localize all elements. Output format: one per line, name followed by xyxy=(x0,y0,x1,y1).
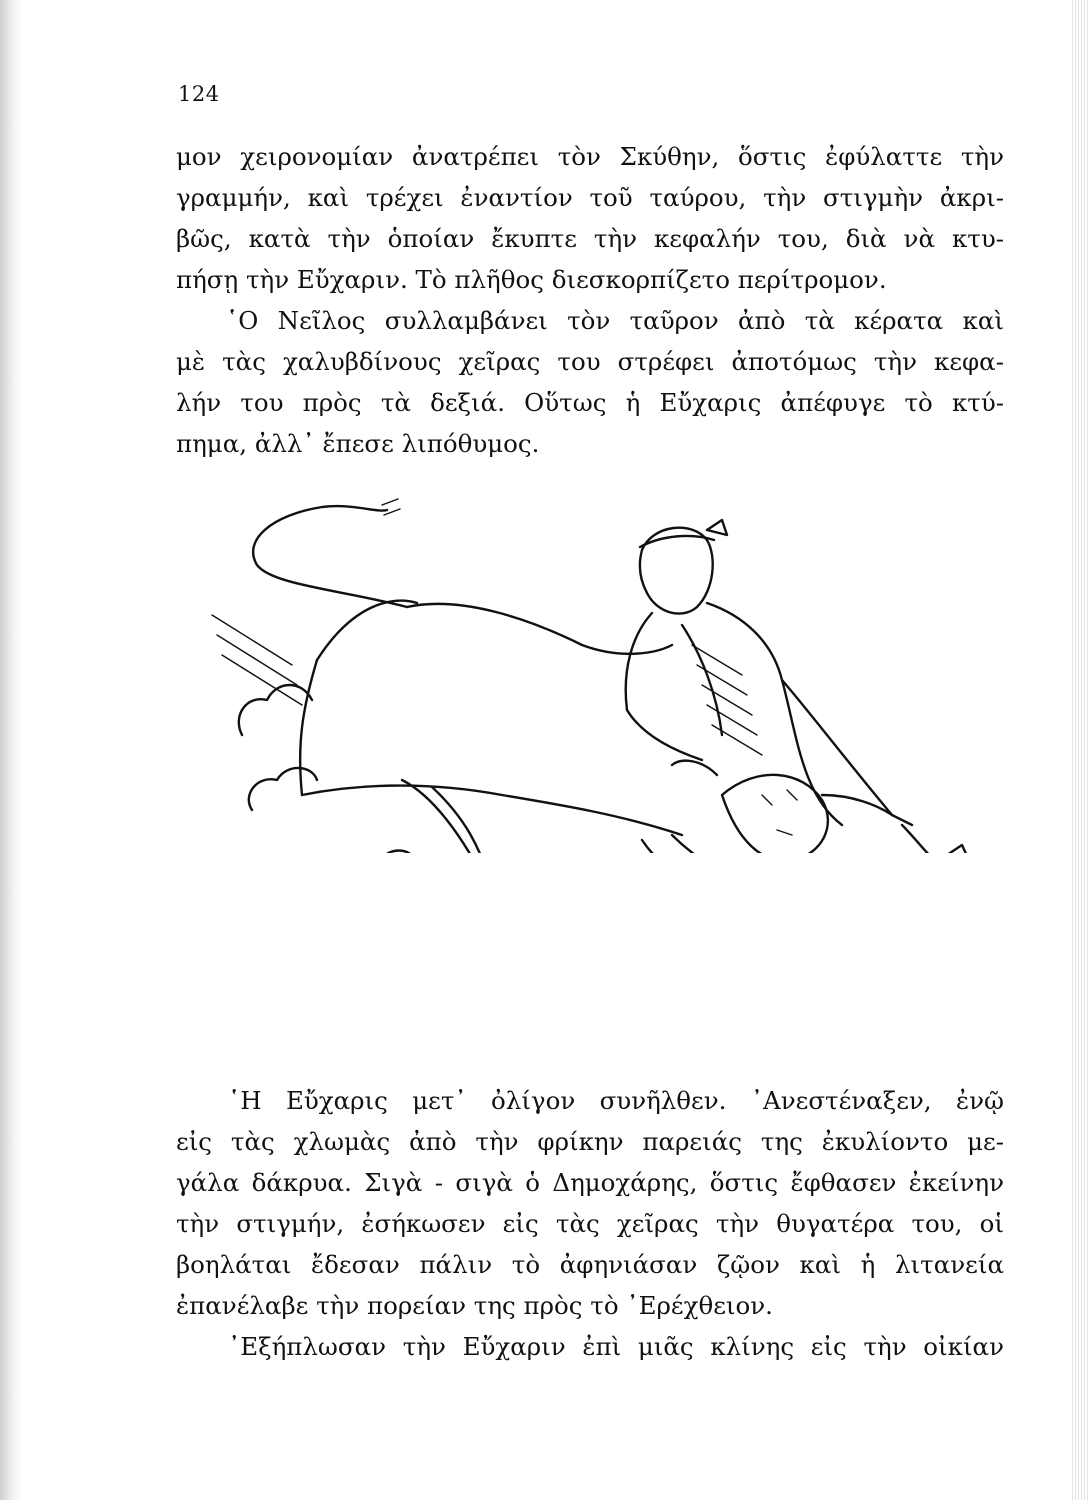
top-paragraphs xyxy=(176,136,1004,464)
text-line: πημα, ἀλλ᾿ ἔπεσε λιπόθυμος. xyxy=(176,429,540,458)
binding-shadow xyxy=(0,0,24,1500)
bull-illustration-drawing xyxy=(202,495,974,853)
text-line: τὴν στιγμήν, ἐσήκωσεν εἰς τὰς χεῖρας τὴν θυγατέρα του, οἱ xyxy=(176,1209,1004,1238)
text-line: ᾿Εξήπλωσαν τὴν Εὔχαριν ἐπὶ μιᾶς κλίνης εἰς τὴν οἰκίαν xyxy=(228,1332,1004,1361)
text-line: λήν του πρὸς τὰ δεξιά. Οὕτως ἡ Εὔχαρις ἀπέφυγε τὸ κτύ- xyxy=(176,388,1004,417)
text-line: ῾Ο Νεῖλος συλλαμβάνει τὸν ταῦρον ἀπὸ τὰ κέρατα καὶ xyxy=(226,306,1004,335)
text-line: πήσῃ τὴν Εὔχαριν. Τὸ πλῆθος διεσκορπίζετο περίτρομον. xyxy=(176,265,887,294)
bottom-paragraphs xyxy=(176,1080,1004,1367)
text-line: γάλα δάκρυα. Σιγὰ - σιγὰ ὁ Δημοχάρης, ὅστις ἔφθασεν ἐκείνην xyxy=(176,1168,1004,1197)
illustration-bull-and-man xyxy=(202,495,974,853)
text-line: μὲ τὰς χαλυβδίνους χεῖρας του στρέφει ἀποτόμως τὴν κεφα- xyxy=(176,347,1004,376)
page-edges xyxy=(1070,0,1088,1500)
page-number: 124 xyxy=(178,82,220,106)
text-line: μον χειρονομίαν ἀνατρέπει τὸν Σκύθην, ὅστις ἐφύλαττε τὴν xyxy=(176,142,1004,171)
text-line: ἐπανέλαβε τὴν πορείαν της πρὸς τὸ ᾿Ερέχθειον. xyxy=(176,1291,773,1320)
text-line: βοηλάται ἔδεσαν πάλιν τὸ ἀφηνιάσαν ζῷον καὶ ἡ λιτανεία xyxy=(176,1250,1004,1279)
text-line: ῾Η Εὔχαρις μετ᾿ ὀλίγον συνῆλθεν. ᾿Ανεστέναξεν, ἐνῷ xyxy=(228,1086,1004,1115)
text-line: εἰς τὰς χλωμὰς ἀπὸ τὴν φρίκην παρειάς της ἐκυλίοντο με- xyxy=(176,1127,1004,1156)
text-line: βῶς, κατὰ τὴν ὁποίαν ἔκυπτε τὴν κεφαλήν του, διὰ νὰ κτυ- xyxy=(176,224,1004,253)
text-line: γραμμήν, καὶ τρέχει ἐναντίον τοῦ ταύρου, τὴν στιγμὴν ἀκρι- xyxy=(176,183,1004,212)
